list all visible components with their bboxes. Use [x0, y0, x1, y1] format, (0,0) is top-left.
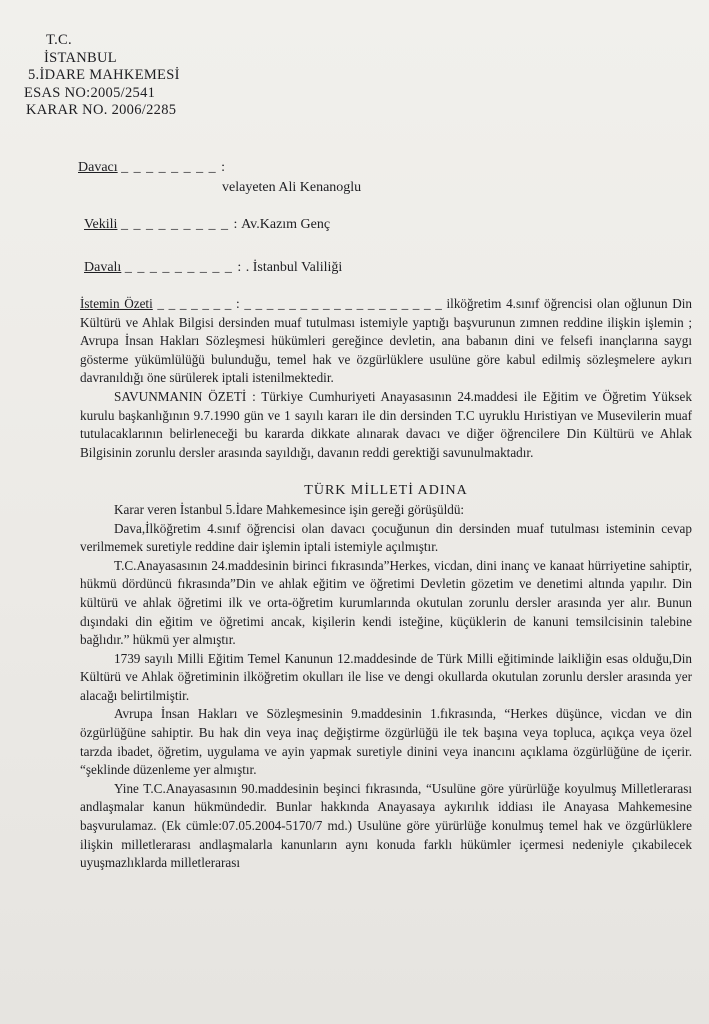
header-city: İSTANBUL: [44, 49, 117, 66]
defendant-separator: _ _ _ _ _ _ _ _ _ :: [124, 260, 243, 275]
summary-paragraph: [80, 295, 692, 388]
plaintiff-separator: _ _ _ _ _ _ _ _ :: [121, 160, 227, 175]
defense-label: SAVUNMANIN ÖZETİ: [114, 388, 247, 404]
defendant-row: [84, 260, 342, 276]
summary-label: İstemin Özeti: [80, 296, 153, 311]
document-body: [80, 295, 692, 873]
decision-title: TÜRK MİLLETİ ADINA: [304, 483, 468, 499]
summary-text: ilköğretim 4.sınıf öğrencisi olan oğlunun Din Kültürü ve Ahlak Bilgisi dersinden muaf tutulması istemiyle yaptığı başvurunun zımnen reddine ilişkin işlemin ; Avrupa İnsan Hakları Sözleşmesi hükümleri gereğince devletin, ana babanın dini ve felsefi inançlarına saygı gösterme yükümlülüğü bulunduğu, temel hak ve özgürlüklere usulüne göre kabul edilmiş sözleşmelere aykırı davranıldığı öne sürülerek iptali istenilmektedir.: [80, 296, 693, 386]
paragraph-1: Karar veren İstanbul 5.İdare Mahkemesince işin gereği görüşüldü:: [114, 501, 465, 517]
header-court: 5.İDARE MAHKEMESİ: [28, 67, 180, 83]
plaintiff-label: Davacı: [78, 160, 118, 175]
paragraph-2: Dava,İlköğretim 4.sınıf öğrencisi olan davacı çocuğunun din dersinden muaf tutulması isteminin cevap verilmemek suretiyle reddine dair işlemin iptali istemiyle açılmıştır.: [80, 520, 692, 555]
summary-blank: _ _ _ _ _ _ _ _ _ _ _ _ _ _ _ _ _ _: [244, 296, 442, 311]
summary-separator: _ _ _ _ _ _ _ :: [157, 296, 240, 311]
paragraph-3: T.C.Anayasasının 24.maddesinin birinci fıkrasında”Herkes, vicdan, dini inanç ve kanaat hürriyetine sahiptir, hükmü dördüncü fıkrasında”Din ve ahlak eğitim ve öğretimi Devletin gözetim ve denetimi altında yapılır. Din kültürü ve ahlak öğretimi ilk ve orta-öğretim kurumlarında okutulan zorunlu dersler arasında yer alır. Bunun dışındaki din eğitim ve öğretimi ancak, kişilerin kendi isteğine, küçüklerin de kanuni temsilcisinin talebine bağlıdır.” hükmü yer almıştır.: [80, 557, 692, 648]
header-decision-number: KARAR NO. 2006/2285: [26, 102, 177, 118]
header-case-number: ESAS NO:2005/2541: [24, 84, 156, 101]
attorney-row: [84, 217, 330, 233]
defendant-label: Davalı: [84, 260, 122, 275]
defendant-value: . İstanbul Valiliği: [245, 260, 343, 275]
paragraph-6: Yine T.C.Anayasasının 90.maddesinin beşinci fıkrasında, “Usulüne göre yürürlüğe koyulmuş Milletlerarası andlaşmalar kanun hükmündedir. Bunlar hakkında Anayasaya aykırılık iddiası ile Anayasa Mahkemesine başvurulamaz. (Ek cümle:07.05.2004-5170/7 md.) Usulüne göre yürürlüğe konulmuş temel hak ve özgürlüklere ilişkin milletlerarası andlaşmalarla kanunların aynı konuda farklı hükümler içermesi nedeniyle çıkabilecek uyuşmazlıklarda milletlerarası: [80, 780, 692, 871]
plaintiff-row: [78, 160, 226, 176]
defense-paragraph: [80, 388, 692, 462]
attorney-value: Av.Kazım Genç: [241, 217, 331, 232]
attorney-separator: _ _ _ _ _ _ _ _ _ :: [120, 217, 239, 232]
paragraph-4: 1739 sayılı Milli Eğitim Temel Kanunun 12.maddesinde de Türk Milli eğitiminde laikliğin esas olduğu,Din Kültürü ve Ahlak öğretiminin ilköğretim okulları ile lise ve dengi okullarda okutulan zorunlu dersler arasında yer alacağı belirtilmiştir.: [80, 650, 692, 703]
attorney-label: Vekili: [84, 217, 118, 232]
paragraph-5: Avrupa İnsan Hakları ve Sözleşmesinin 9.maddesinin 1.fıkrasında, “Herkes düşünce, vicdan ve din özgürlüğüne sahiptir. Bu hak din veya inaç değiştirme özgürlüğü ile tek başına veya topluca, açıkça veya özel tarzda ibadet, öğretim, uygulama ve ayin yapmak suretiyle dinini veya inancını açıklama özgürlüğüne de içerir. “şeklinde düzenleme yer almıştır.: [80, 706, 692, 778]
defense-text: : Türkiye Cumhuriyeti Anayasasının 24.maddesi ile Eğitim ve Öğretim Yüksek kurulu başkanlığının 9.7.1990 gün ve 1 sayılı kararı ile din dersinden T.C uyruklu Hıristiyan ve Musevilerin muaf tutulacaklarının belirleneceği bu kararda dikkate alınarak davacı ve diğer öğrencilere Din Kültürü ve Ahlak Bilgisinin zorunlu dersler arasında sayıldığı, davanın reddi gerektiği savunulmaktadır.: [80, 388, 692, 460]
court-header: [20, 32, 180, 120]
header-tc: T.C.: [46, 32, 72, 48]
plaintiff-value: velayeten Ali Kenanoglu: [222, 180, 362, 195]
